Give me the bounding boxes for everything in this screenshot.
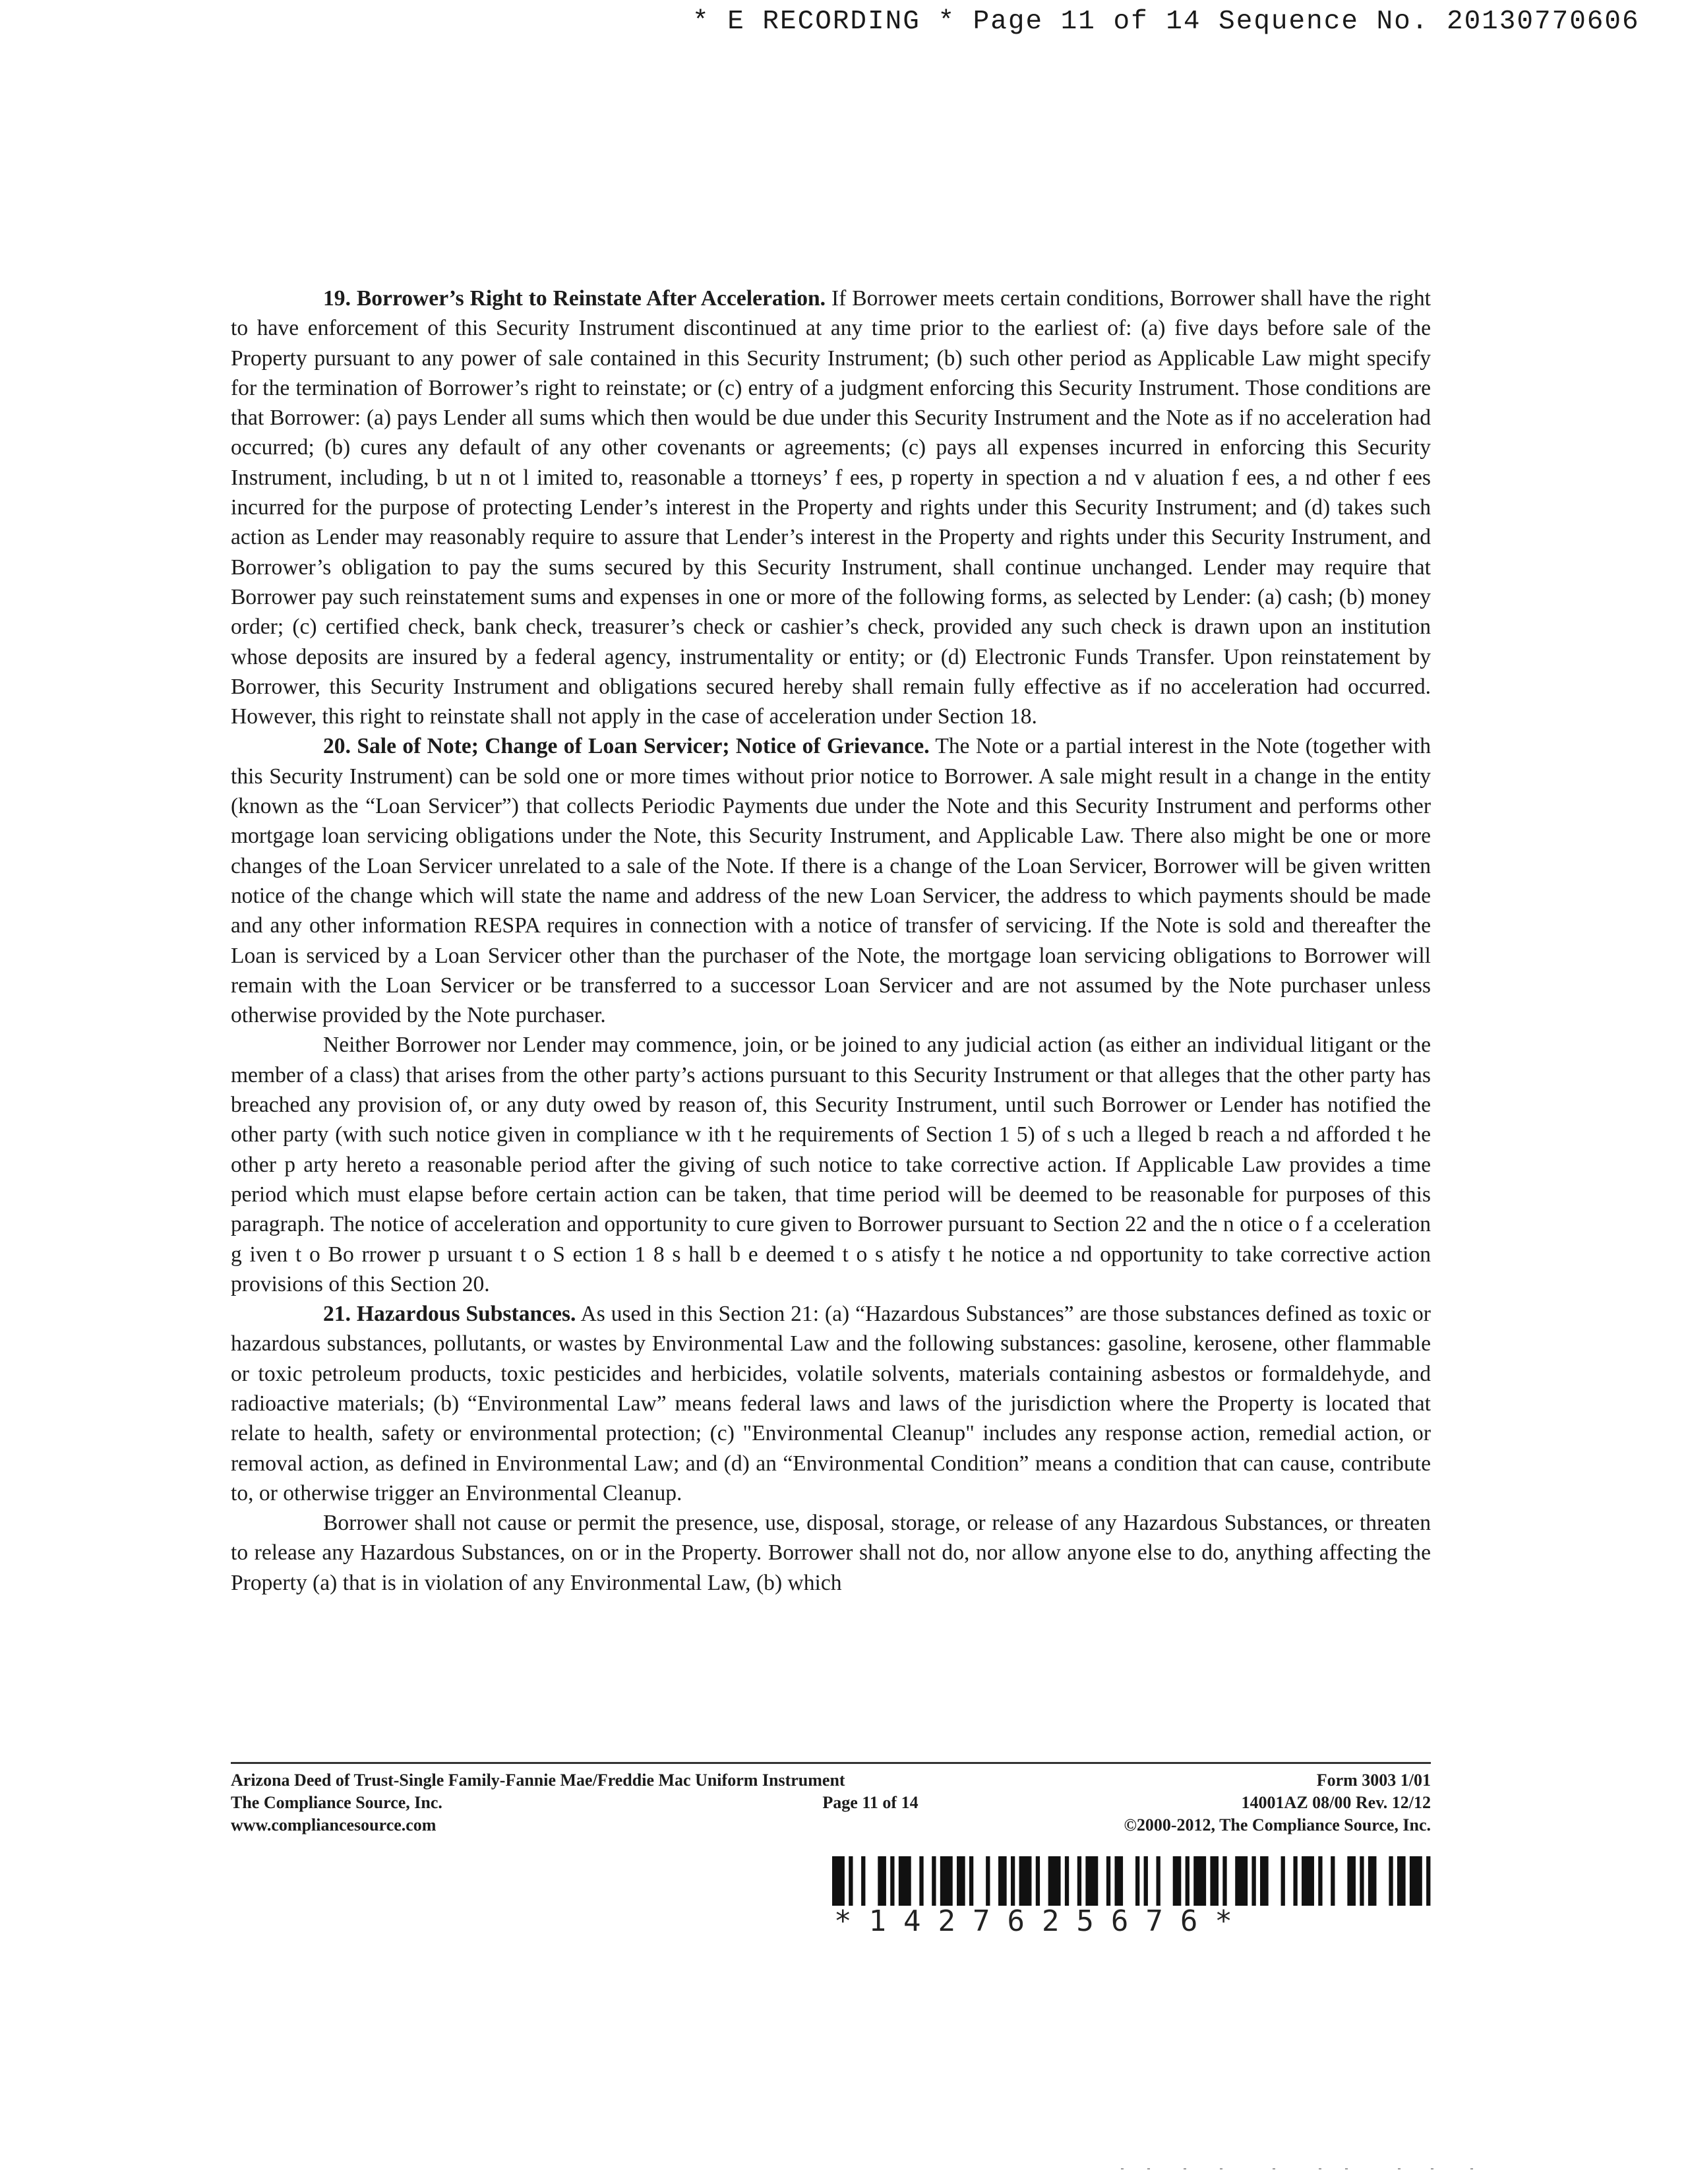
section-21-heading: 21. Hazardous Substances. [323, 1302, 576, 1327]
barcode-bar [1389, 1856, 1393, 1906]
section-21-text: As used in this Section 21: (a) “Hazardous Substances” are those substances defined as toxic or hazardous substances, pollutants, or wastes by Environmental Law and the following substances: gasoline, kerosene, other flammable or toxic petroleum products, toxic pesticides and herbicides, volatile solvents, materials containing asbestos or formaldehyde, and radioactive materials; (b) “Environmental Law” means federal laws and laws of the jurisdiction where the Property is located that relate to health, safety or environmental protection; (c) "Environmental Cleanup" includes any response action, remedial action, or removal action, as defined in Environmental Law; and (d) an “Environmental Condition” means a condition that can cause, contribute to, or otherwise trigger an Environmental Cleanup. [231, 1302, 1431, 1505]
barcode-text: *1427625676* [834, 1904, 1250, 1938]
barcode-bar [1144, 1856, 1148, 1906]
barcode-bar [932, 1856, 936, 1906]
barcode-bar [1135, 1856, 1139, 1906]
barcode-bar [1065, 1856, 1069, 1906]
barcode-bar [861, 1856, 865, 1906]
section-21-paragraph-2: Borrower shall not cause or permit the presence, use, disposal, storage, or release of any Hazardous Substances, or threaten to release any Hazardous Substances, on or in the Property. Borrower shall not do, nor allow anyone else to do, anything affecting the Property (a) that is in violation of any Environmental Law, (b) which [231, 1511, 1431, 1595]
footer-revision: 14001AZ 08/00 Rev. 12/12 [1241, 1793, 1431, 1812]
barcode-bar [1036, 1856, 1040, 1906]
barcode-bar [1106, 1856, 1110, 1906]
scan-speck [1319, 2168, 1321, 2169]
barcode-bar [969, 1856, 973, 1906]
barcode-bar [1360, 1856, 1364, 1906]
barcode-bar [1222, 1856, 1226, 1906]
barcode-bar [832, 1856, 845, 1906]
footer-company: The Compliance Source, Inc. [231, 1793, 442, 1812]
section-21 [231, 1299, 1431, 1508]
barcode-bar [1368, 1856, 1377, 1906]
footer-row-3 [231, 1814, 1431, 1836]
scan-speck [1345, 2168, 1348, 2169]
barcode-bar [849, 1856, 853, 1906]
section-19-text: If Borrower meets certain conditions, Borrower shall have the right to have enforcement of this Security Instrument discontinued at any time prior to the earliest of: (a) five days before sale of the Property pursuant to any power of sale contained in this Security Instrument; (b) such other period as Applicable Law might specify for the termination of Borrower’s right to reinstate; or (c) entry of a judgment enforcing this Security Instrument. Those conditions are that Borrower: (a) pays Lender all sums which then would be due under this Security Instrument and the Note as if no acceleration had occurred; (b) cures any default of any other covenants or agreements; (c) pays all expenses incurred in enforcing this Security Instrument, including, b ut n ot l imited to, reasonable a ttorneys’ f ees, p roperty in spection a nd v aluation f ees, a nd other f ees incurred for the purpose of protecting Lender’s interest in the Property and rights under this Security Instrument; and (d) takes such action as Lender may reasonably require to assure that Lender’s interest in the Property and rights under this Security Instrument, and Borrower’s obligation to pay the sums secured by this Security Instrument, shall continue unchanged. Lender may require that Borrower pay such reinstatement sums and expenses in one or more of the following forms, as selected by Lender: (a) cash; (b) money order; (c) certified check, bank check, treasurer’s check or cashier’s check, provided any such check is drawn upon an institution whose deposits are insured by a federal agency, instrumentality or entity; or (d) Electronic Funds Transfer. Upon reinstatement by Borrower, this Security Instrument and obligations secured hereby shall remain fully effective as if no acceleration had occurred. However, this right to reinstate shall not apply in the case of acceleration under Section 18. [231, 286, 1431, 729]
barcode-bar [1077, 1856, 1081, 1906]
scan-speck [1121, 2168, 1124, 2169]
footer-page-number: Page 11 of 14 [822, 1793, 919, 1812]
section-20-paragraph-2: Neither Borrower nor Lender may commence, join, or be joined to any judicial action (as either an individual litigant or the member of a class) that arises from the other party’s actions pursuant to this Security Instrument or that alleges that the other party has breached any provision of, or any duty owed by reason of, this Security Instrument, until such Borrower or Lender has notified the other party (with such notice given in compliance w ith t he requirements of Section 1 5) of s uch a lleged b reach a nd afforded t he other p arty hereto a reasonable period after the giving of such notice to take corrective action. If Applicable Law provides a time period which must elapse before certain action can be taken, that time period will be deemed to be reasonable for purposes of this paragraph. The notice of acceleration and opportunity to cure given to Borrower pursuant to Section 22 and the n otice o f a cceleration g iven t o Bo rrower p ursuant t o S ection 1 8 s hall b e deemed t o s atisfy t he notice a nd opportunity to take corrective action provisions of this Section 20. [231, 1033, 1431, 1296]
barcode-bar [1426, 1856, 1430, 1906]
barcode-bar [940, 1856, 953, 1906]
section-20-heading: 20. Sale of Note; Change of Loan Servicer; Notice of Grievance. [323, 734, 930, 759]
recording-header: * E RECORDING * Page 11 of 14 Sequence No. 20130770606 [692, 7, 1640, 37]
barcode [832, 1856, 1439, 1906]
barcode-bar [1331, 1856, 1335, 1906]
document-body [231, 284, 1431, 1598]
section-19-heading: 19. Borrower’s Right to Reinstate After Acceleration. [323, 286, 826, 311]
footer-row-2 [231, 1792, 1431, 1814]
barcode-bar [1186, 1856, 1190, 1906]
barcode-bar [1347, 1856, 1356, 1906]
footer-website: www.compliancesource.com [231, 1815, 437, 1835]
scan-speck [1431, 2168, 1433, 2169]
barcode-bar [1251, 1856, 1255, 1906]
section-19 [231, 284, 1431, 731]
barcode-bar [1193, 1856, 1206, 1906]
scan-speck [1220, 2168, 1222, 2169]
footer-divider [231, 1762, 1431, 1764]
footer-form-number: Form 3003 1/01 [1316, 1771, 1431, 1790]
scan-speck [1470, 2168, 1473, 2169]
barcode-bar [1318, 1856, 1322, 1906]
footer-form-title: Arizona Deed of Trust-Single Family-Fannie Mae/Freddie Mac Uniform Instrument [231, 1771, 845, 1790]
barcode-bar [1293, 1856, 1297, 1906]
barcode-bar [1085, 1856, 1098, 1906]
barcode-bar [998, 1856, 1007, 1906]
scan-speck [1398, 2168, 1401, 2169]
barcode-bar [1011, 1856, 1015, 1906]
barcode-bar [1302, 1856, 1314, 1906]
footer-row-1 [231, 1769, 1431, 1792]
barcode-bar [1019, 1856, 1032, 1906]
barcode-bar [957, 1856, 965, 1906]
footer-copyright: ©2000-2012, The Compliance Source, Inc. [1124, 1815, 1431, 1835]
barcode-bar [1157, 1856, 1160, 1906]
barcode-bar [1281, 1856, 1285, 1906]
barcode-bar [986, 1856, 990, 1906]
barcode-bar [1410, 1856, 1422, 1906]
barcode-bar [1260, 1856, 1269, 1906]
scan-speck [1273, 2168, 1275, 2169]
section-20-text: The Note or a partial interest in the Note (together with this Security Instrument) can be sold one or more times without prior notice to Borrower. A sale might result in a change in the entity (known as the “Loan Servicer”) that collects Periodic Payments due under the Note and this Security Instrument and performs other mortgage loan servicing obligations under the Note, this Security Instrument, and Applicable Law. There also might be one or more changes of the Loan Servicer unrelated to a sale of the Note. If there is a change of the Loan Servicer, Borrower will be given written notice of the change which will state the name and address of the new Loan Servicer, the address to which payments should be made and any other information RESPA requires in connection with a notice of transfer of servicing. If the Note is sold and thereafter the Loan is serviced by a Loan Servicer other than the purchaser of the Note, the mortgage loan servicing obligations to Borrower will remain with the Loan Servicer or be transferred to a successor Loan Servicer and are not assumed by the Note purchaser unless otherwise provided by the Note purchaser. [231, 734, 1431, 1028]
scan-speck [1184, 2168, 1186, 2169]
barcode-bar [890, 1856, 894, 1906]
barcode-bar [1235, 1856, 1248, 1906]
scan-specks [1121, 2166, 1490, 2173]
barcode-bar [919, 1856, 923, 1906]
barcode-bar [1114, 1856, 1123, 1906]
barcode-bar [1173, 1856, 1182, 1906]
barcode-bar [1397, 1856, 1406, 1906]
scan-speck [1147, 2168, 1150, 2169]
barcode-bar [1210, 1856, 1219, 1906]
section-20 [231, 731, 1431, 1030]
barcode-bar [878, 1856, 886, 1906]
barcode-bar [899, 1856, 911, 1906]
barcode-bar [1048, 1856, 1061, 1906]
